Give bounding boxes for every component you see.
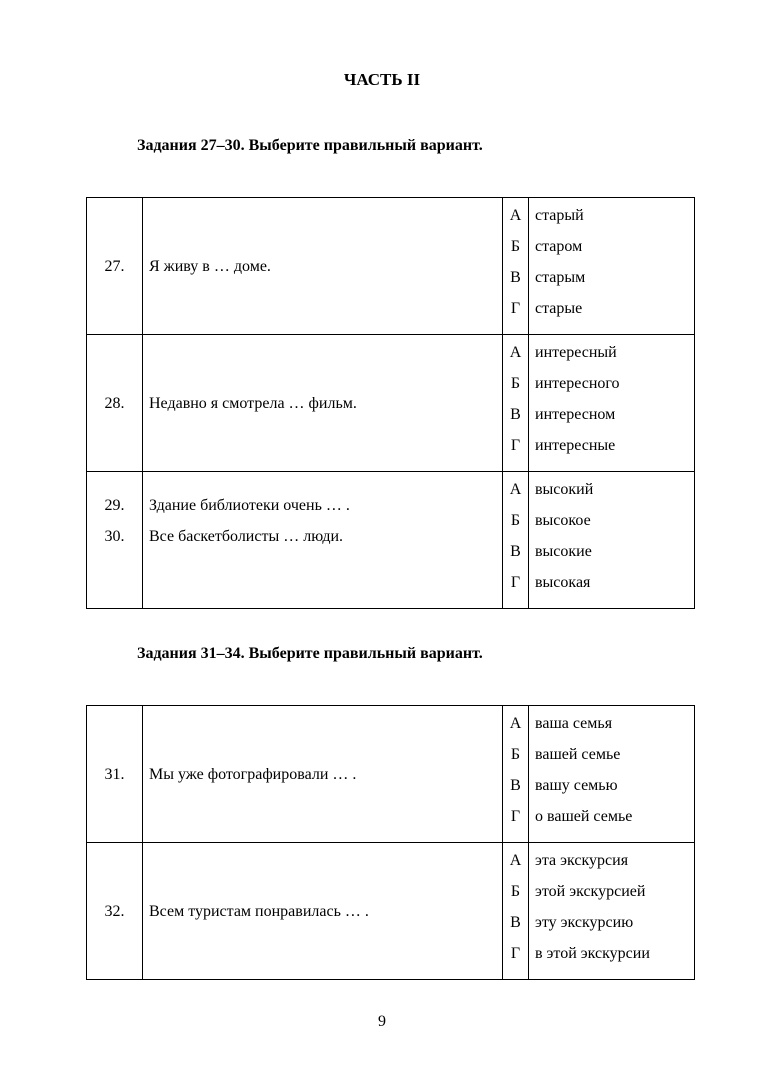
table-row	[87, 198, 695, 335]
option-text: старые	[535, 300, 583, 317]
option-text: эта экскурсия	[535, 852, 629, 869]
option-letter: Г	[510, 300, 521, 317]
question-number-cell	[87, 198, 143, 335]
option-text: ваша семья	[535, 715, 613, 732]
option-letter: В	[510, 406, 521, 423]
options-cell	[529, 706, 695, 843]
option-letter: Г	[510, 945, 521, 962]
option-letter: Б	[510, 238, 521, 255]
option-text: интересный	[535, 344, 617, 361]
option-letter: Б	[510, 375, 521, 392]
options-cell	[529, 335, 695, 472]
option-text: высокие	[535, 543, 592, 560]
option-letter: В	[510, 543, 521, 560]
option-text: вашей семье	[535, 746, 621, 763]
option-letter: А	[509, 715, 522, 732]
question-text-cell	[143, 472, 503, 609]
question-number-cell	[87, 843, 143, 980]
question-text-cell	[143, 335, 503, 472]
option-letter: В	[510, 269, 521, 286]
option-letters-cell	[503, 472, 529, 609]
option-text: интересном	[535, 406, 616, 423]
option-letter: Б	[510, 883, 521, 900]
table-row	[87, 335, 695, 472]
part-title: ЧАСТЬ II	[343, 70, 421, 89]
question-text: Здание библиотеки очень … .	[149, 497, 350, 514]
question-text: Все баскетболисты … люди.	[149, 528, 344, 545]
question-table	[86, 197, 695, 609]
option-text: вашу семью	[535, 777, 618, 794]
options-cell	[529, 198, 695, 335]
option-letters-cell	[503, 335, 529, 472]
option-text: о вашей семье	[535, 808, 633, 825]
table-row	[87, 843, 695, 980]
question-text: Мы уже фотографировали … .	[149, 765, 357, 783]
question-text: Всем туристам понравилась … .	[149, 902, 369, 920]
option-text: высокая	[535, 574, 591, 591]
option-letter: А	[509, 481, 522, 498]
question-number: 28.	[104, 394, 125, 412]
option-text: старый	[535, 207, 584, 224]
question-number: 31.	[104, 765, 125, 783]
question-number: 27.	[104, 257, 125, 275]
option-letter: А	[509, 207, 522, 224]
table-row	[87, 472, 695, 609]
question-text-cell	[143, 706, 503, 843]
options-cell	[529, 472, 695, 609]
option-text: старом	[535, 238, 583, 255]
option-text: интересные	[535, 437, 616, 454]
option-text: высокое	[535, 512, 591, 529]
option-letter: В	[510, 777, 521, 794]
question-number-cell	[87, 335, 143, 472]
question-text: Я живу в … доме.	[149, 257, 271, 275]
question-number: 32.	[104, 902, 125, 920]
option-letters-cell	[503, 843, 529, 980]
option-text: этой экскурсией	[535, 883, 646, 900]
option-text: в этой экскурсии	[535, 945, 650, 962]
options-cell	[529, 843, 695, 980]
section-instruction: Задания 31–34. Выберите правильный вариант.	[137, 645, 483, 662]
option-text: высокий	[535, 481, 594, 498]
option-letter: Г	[510, 437, 521, 454]
page-number: 9	[378, 1013, 386, 1030]
option-letters-cell	[503, 198, 529, 335]
question-table	[86, 705, 695, 980]
question-text-cell	[143, 843, 503, 980]
option-letter: Г	[510, 808, 521, 825]
option-letter: Г	[510, 574, 521, 591]
question-number: 29.	[104, 497, 125, 514]
option-letter: А	[509, 344, 522, 361]
table-row	[87, 706, 695, 843]
question-number-cell	[87, 472, 143, 609]
option-letters-cell	[503, 706, 529, 843]
option-letter: Б	[510, 512, 521, 529]
section-instruction: Задания 27–30. Выберите правильный вариант.	[137, 137, 483, 154]
question-number-cell	[87, 706, 143, 843]
option-text: старым	[535, 269, 586, 286]
option-letter: В	[510, 914, 521, 931]
option-letter: А	[509, 852, 522, 869]
option-text: интересного	[535, 375, 620, 392]
option-text: эту экскурсию	[535, 914, 634, 931]
question-number: 30.	[104, 528, 125, 545]
option-letter: Б	[510, 746, 521, 763]
question-text: Недавно я смотрела … фильм.	[149, 394, 357, 412]
question-text-cell	[143, 198, 503, 335]
